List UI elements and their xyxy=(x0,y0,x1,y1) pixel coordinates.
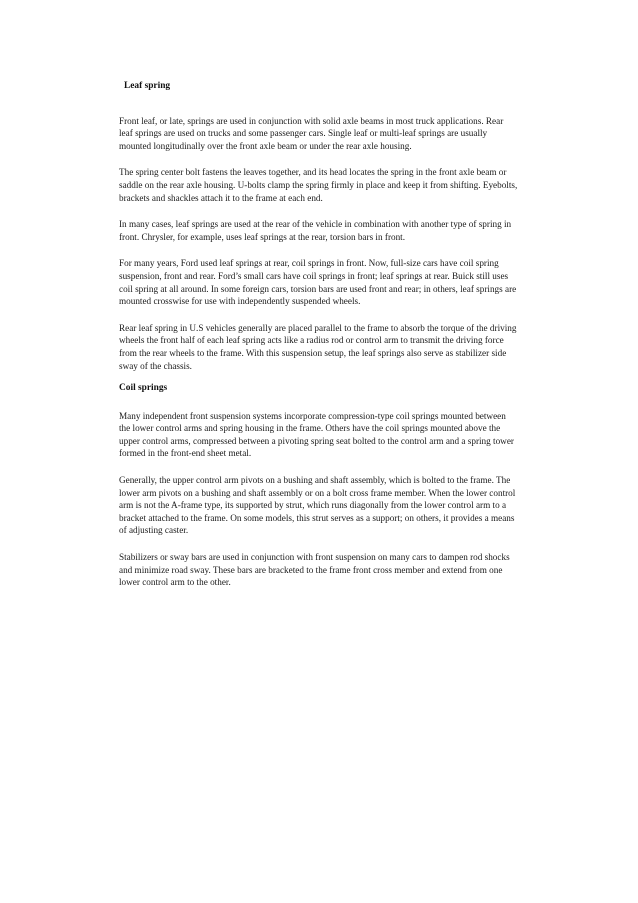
paragraph: Many independent front suspension systems incorporate compression-type coil springs mounted between the lower control arms and spring housing in the frame. Others have the coil springs mounted above the upper control arms, compressed between a pivoting spring seat bolted to the control arm and a spring tower formed in the front-end sheet metal. xyxy=(119,410,514,459)
paragraph: Stabilizers or sway bars are used in conjunction with front suspension on many cars to dampen rod shocks and minimize road sway. These bars are bracketed to the frame front cross member and extend from one lower control arm to the other. xyxy=(119,552,510,588)
paragraph: Rear leaf spring in U.S vehicles generally are placed parallel to the frame to absorb the torque of the driving wheels the front half of each leaf spring acts like a radius rod or control arm to transmit the driving force from the rear wheels to the frame. With this suspension setup, the leaf springs also serve as stabilizer side sway of the chassis. xyxy=(119,322,517,371)
section-heading-coil-springs: Coil springs xyxy=(119,383,168,394)
paragraph: For many years, Ford used leaf springs at rear, coil springs in front. Now, full-size cars have coil spring suspension, front and rear. Ford’s small cars have coil springs in front; leaf springs at rear. Buick still uses coil spring at all around. In some foreign cars, torsion bars are used front and rear; in others, leaf springs are mounted crosswise for use with independently suspended wheels. xyxy=(119,258,517,307)
section-heading-leaf-spring: Leaf spring xyxy=(124,81,171,91)
document-body xyxy=(119,80,519,603)
paragraph: Front leaf, or late, springs are used in conjunction with solid axle beams in most truck applications. Rear leaf springs are used on trucks and some passenger cars. Single leaf or multi-leaf springs are usually mounted longitudinally over the front axle beam or under the rear axle housing. xyxy=(119,115,504,151)
paragraph: The spring center bolt fastens the leaves together, and its head locates the spring in the front axle beam or saddle on the rear axle housing. U-bolts clamp the spring firmly in place and keep it from shifting. Eyebolts, brackets and shackles attach it to the frame at each end. xyxy=(119,167,518,203)
paragraph: In many cases, leaf springs are used at the rear of the vehicle in combination with another type of spring in front. Chrysler, for example, uses leaf springs at the rear, torsion bars in front. xyxy=(119,219,512,242)
paragraph: Generally, the upper control arm pivots on a bushing and shaft assembly, which is bolted to the frame. The lower arm pivots on a bushing and shaft assembly or on a bolt cross frame member. When the lower control arm is not the A-frame type, its supported by strut, which runs diagonally from the lower control arm to a bracket attached to the frame. On some models, this strut serves as a support; on others, it provides a means of adjusting caster. xyxy=(119,475,516,536)
